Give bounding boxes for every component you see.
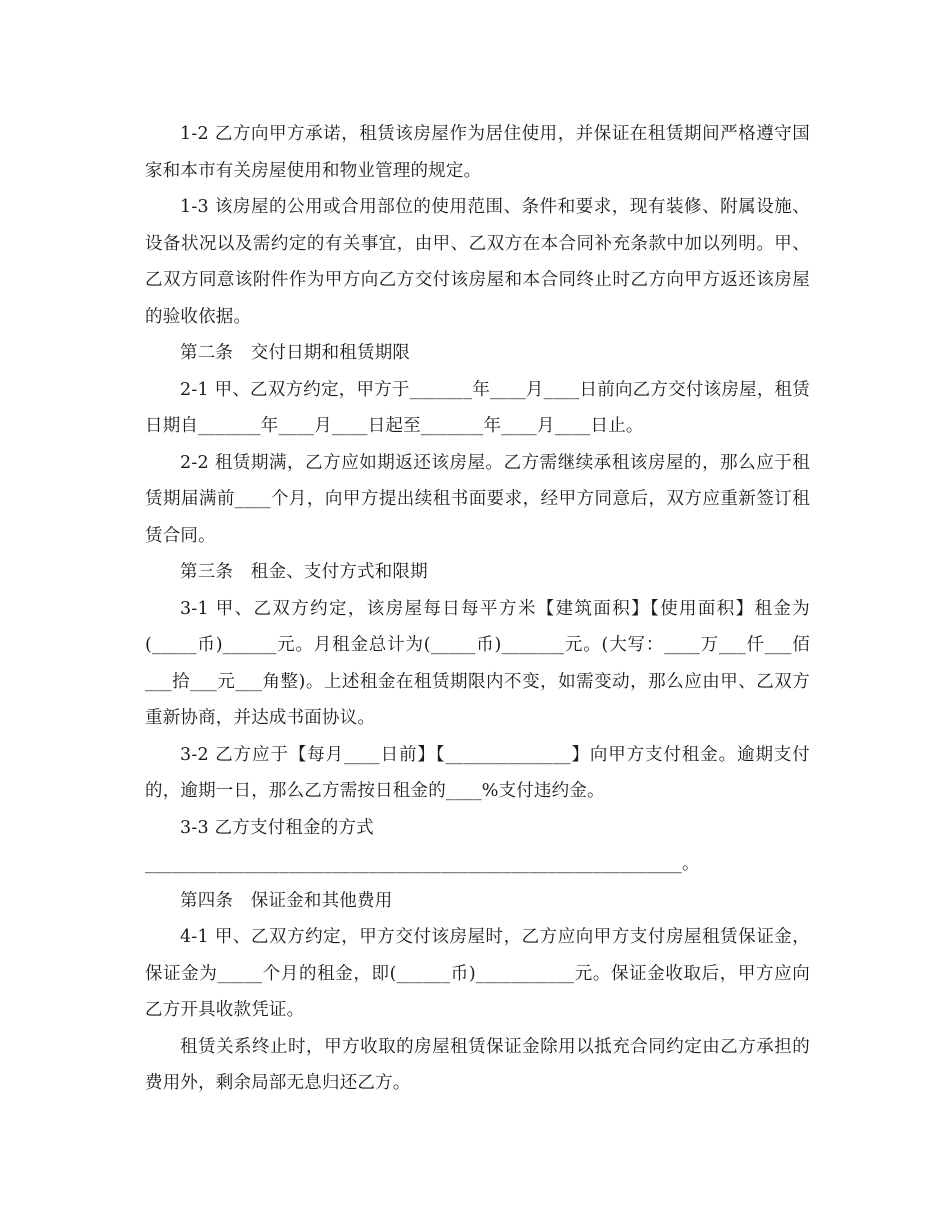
clause-1-3: 1-3 该房屋的公用或合用部位的使用范围、条件和要求，现有装修、附属设施、设备状况以及需约定的有关事宜，由甲、乙双方在本合同补充条款中加以列明。甲、乙双方同意该附件作为甲方向乙方交付该房屋和本合同终止时乙方向甲方返还该房屋的验收依据。 <box>145 197 810 327</box>
payment-method-blank: ____________________________________________________________。 <box>145 854 700 874</box>
clause-3-2: 3-2 乙方应于【每月____日前】【______________】向甲方支付租金。逾期支付的，逾期一日，那么乙方需按日租金的____%支付违约金。 <box>145 744 810 801</box>
clause-2-2: 2-2 租赁期满，乙方应如期返还该房屋。乙方需继续承租该房屋的，那么应于租赁期届满前____个月，向甲方提出续租书面要求，经甲方同意后，双方应重新签订租赁合同。 <box>145 452 810 546</box>
deposit-return-paragraph: 租赁关系终止时，甲方收取的房屋租赁保证金除用以抵充合同约定由乙方承担的费用外，剩余局部无息归还乙方。 <box>145 1036 810 1093</box>
clause-1-2: 1-2 乙方向甲方承诺，租赁该房屋作为居住使用，并保证在租赁期间严格遵守国家和本市有关房屋使用和物业管理的规定。 <box>145 124 810 181</box>
clause-3-1: 3-1 甲、乙双方约定，该房屋每日每平方米【建筑面积】【使用面积】租金为(_____币)______元。月租金总计为(_____币)_______元。(大写：____万___仟___佰___拾___元___角整)。上述租金在租赁期限内不变，如需变动，那么应由甲、乙双方重新协商，并达成书面协议。 <box>145 598 810 728</box>
document-page <box>145 116 810 1102</box>
article-2-heading: 第二条 交付日期和租赁期限 <box>180 343 411 363</box>
clause-3-3: 3-3 乙方支付租金的方式 <box>180 817 374 838</box>
article-4-heading: 第四条 保证金和其他费用 <box>180 890 393 911</box>
article-3-heading: 第三条 租金、支付方式和限期 <box>180 562 428 582</box>
clause-2-1: 2-1 甲、乙双方约定，甲方于_______年____月____日前向乙方交付该房屋，租赁日期自_______年____月____日起至_______年____月____日止。 <box>145 379 810 436</box>
clause-4-1: 4-1 甲、乙双方约定，甲方交付该房屋时，乙方应向甲方支付房屋租赁保证金，保证金为_____个月的租金，即(______币)___________元。保证金收取后，甲方应向乙方开具收款凭证。 <box>145 927 810 1020</box>
